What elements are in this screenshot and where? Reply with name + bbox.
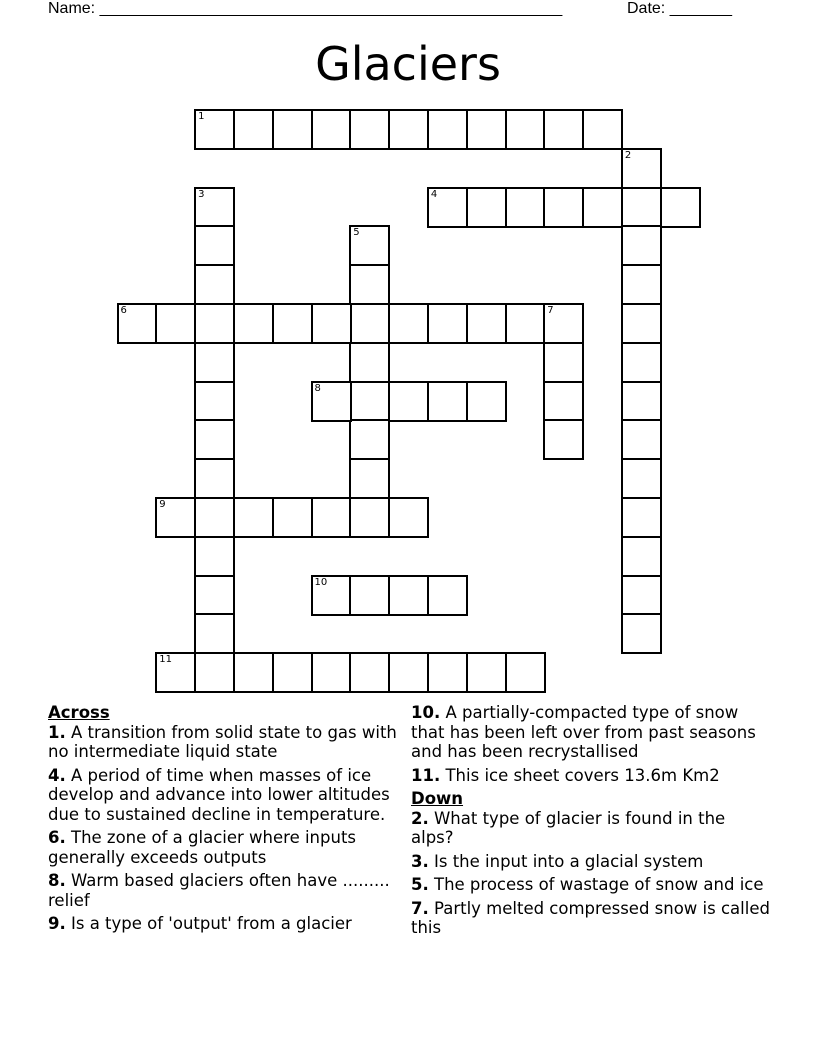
down-heading: Down xyxy=(411,789,464,808)
clue-text: Is a type of 'output' from a glacier xyxy=(65,914,352,933)
clue-down-5 xyxy=(411,875,771,895)
clue-number: 5. xyxy=(411,875,429,894)
grid-cell[interactable] xyxy=(388,575,429,616)
name-field-label[interactable]: Name: ____________________________________________________ xyxy=(48,0,563,17)
grid-cell[interactable] xyxy=(349,109,390,150)
grid-cell[interactable] xyxy=(466,381,507,422)
cell-number: 4 xyxy=(430,188,438,200)
grid-cell[interactable] xyxy=(621,613,662,654)
grid-cell[interactable] xyxy=(543,342,584,383)
grid-cell[interactable] xyxy=(233,652,274,693)
clue-number: 9. xyxy=(48,914,66,933)
grid-cell[interactable] xyxy=(582,187,623,228)
across-heading: Across xyxy=(48,703,110,722)
grid-cell[interactable] xyxy=(388,381,429,422)
clue-number: 10. xyxy=(411,703,441,722)
clue-number: 1. xyxy=(48,722,66,742)
grid-cell[interactable] xyxy=(427,109,468,150)
grid-cell[interactable] xyxy=(311,652,352,693)
clue-down-2 xyxy=(411,809,771,848)
clue-number: 11. xyxy=(411,765,441,785)
grid-cell[interactable] xyxy=(194,575,235,616)
grid-cell[interactable] xyxy=(233,303,274,344)
grid-cell[interactable] xyxy=(194,458,235,499)
grid-cell[interactable] xyxy=(621,303,662,344)
grid-cell[interactable] xyxy=(388,497,429,538)
page-title: Glaciers xyxy=(315,37,501,91)
grid-cell[interactable] xyxy=(311,381,352,422)
cell-number: 5 xyxy=(353,227,360,239)
grid-cell[interactable] xyxy=(349,381,390,422)
grid-cell[interactable] xyxy=(543,187,584,228)
grid-cell[interactable] xyxy=(349,419,390,460)
grid-cell[interactable] xyxy=(349,575,390,616)
clue-across-1 xyxy=(48,723,398,762)
grid-cell[interactable] xyxy=(505,109,546,150)
clue-across-8 xyxy=(48,871,398,910)
grid-cell[interactable] xyxy=(349,497,390,538)
grid-cell[interactable] xyxy=(427,652,468,693)
grid-cell[interactable] xyxy=(194,303,235,344)
clue-text: A partially-compacted type of snow that has been left over from past seasons and has been recrystallised xyxy=(411,703,756,761)
grid-cell[interactable] xyxy=(660,187,701,228)
cell-number: 7 xyxy=(547,305,554,316)
grid-cell[interactable] xyxy=(194,381,235,422)
clue-number: 8. xyxy=(48,871,66,890)
grid-cell[interactable] xyxy=(311,303,352,344)
clue-across-6 xyxy=(48,828,398,867)
clue-text: A transition from solid state to gas with no intermediate liquid state xyxy=(48,722,397,761)
clue-down-7 xyxy=(411,899,771,938)
grid-cell[interactable] xyxy=(155,497,196,538)
grid-cell[interactable] xyxy=(621,264,662,305)
grid-cell[interactable] xyxy=(543,109,584,150)
cell-number: 2 xyxy=(624,149,632,161)
clue-text: Partly melted compressed snow is called this xyxy=(411,898,770,937)
grid-cell[interactable] xyxy=(272,303,313,344)
grid-cell[interactable] xyxy=(349,264,390,305)
grid-cell[interactable] xyxy=(349,342,390,383)
clue-number: 3. xyxy=(411,851,429,871)
grid-cell[interactable] xyxy=(194,342,235,383)
grid-cell[interactable] xyxy=(427,187,468,228)
cell-number: 8 xyxy=(314,382,321,394)
grid-cell[interactable] xyxy=(427,575,468,616)
clue-across-10 xyxy=(411,703,771,762)
grid-cell[interactable] xyxy=(349,225,390,266)
cell-number: 6 xyxy=(120,305,127,316)
cell-number: 9 xyxy=(159,499,166,510)
grid-cell[interactable] xyxy=(194,652,235,693)
grid-cell[interactable] xyxy=(543,303,584,344)
grid-cell[interactable] xyxy=(621,342,662,383)
grid-cell[interactable] xyxy=(621,575,662,616)
grid-cell[interactable] xyxy=(349,458,390,499)
grid-cell[interactable] xyxy=(543,381,584,422)
clue-down-3 xyxy=(411,852,771,872)
clue-text: The zone of a glacier where inputs generally exceeds outputs xyxy=(48,828,357,867)
grid-cell[interactable] xyxy=(466,109,507,150)
grid-cell[interactable] xyxy=(388,109,429,150)
grid-cell[interactable] xyxy=(311,109,352,150)
grid-cell[interactable] xyxy=(233,109,274,150)
clue-across-9 xyxy=(48,914,398,934)
grid-cell[interactable] xyxy=(466,187,507,228)
cell-number: 1 xyxy=(198,111,205,122)
cell-number: 3 xyxy=(198,188,205,200)
clue-number: 4. xyxy=(48,765,66,785)
clue-across-11 xyxy=(411,766,771,786)
grid-cell[interactable] xyxy=(272,109,313,150)
grid-cell[interactable] xyxy=(155,652,196,693)
clue-text: Warm based glaciers often have ......... relief xyxy=(48,871,390,910)
clue-text: The process of wastage of snow and ice xyxy=(428,875,764,894)
grid-cell[interactable] xyxy=(621,225,662,266)
grid-cell[interactable] xyxy=(155,303,196,344)
clue-number: 2. xyxy=(411,808,429,828)
grid-cell[interactable] xyxy=(194,109,235,150)
grid-cell[interactable] xyxy=(194,613,235,654)
grid-cell[interactable] xyxy=(621,148,662,189)
grid-cell[interactable] xyxy=(388,652,429,693)
grid-cell[interactable] xyxy=(194,497,235,538)
grid-cell[interactable] xyxy=(117,303,158,344)
grid-cell[interactable] xyxy=(194,225,235,266)
grid-cell[interactable] xyxy=(388,303,429,344)
grid-cell[interactable] xyxy=(311,575,352,616)
grid-cell[interactable] xyxy=(466,303,507,344)
grid-cell[interactable] xyxy=(194,187,235,228)
grid-cell[interactable] xyxy=(311,497,352,538)
grid-cell[interactable] xyxy=(621,381,662,422)
clue-across-4 xyxy=(48,766,398,825)
grid-cell[interactable] xyxy=(427,303,468,344)
grid-cell[interactable] xyxy=(466,652,507,693)
clue-text: A period of time when masses of ice develop and advance into lower altitudes due to sustained decline in temperature. xyxy=(48,765,390,824)
grid-cell[interactable] xyxy=(621,187,662,228)
grid-cell[interactable] xyxy=(427,381,468,422)
grid-cell[interactable] xyxy=(621,458,662,499)
clue-text: Is the input into a glacial system xyxy=(428,851,704,871)
clue-text: What type of glacier is found in the alps? xyxy=(411,808,726,847)
grid-cell[interactable] xyxy=(272,497,313,538)
grid-cell[interactable] xyxy=(194,536,235,577)
grid-cell[interactable] xyxy=(621,536,662,577)
grid-cell[interactable] xyxy=(505,303,546,344)
date-field-label[interactable]: Date: _______ xyxy=(627,0,732,17)
clue-number: 6. xyxy=(48,828,66,847)
grid-cell[interactable] xyxy=(582,109,623,150)
grid-cell[interactable] xyxy=(194,264,235,305)
clue-text: This ice sheet covers 13.6m Km2 xyxy=(440,765,720,785)
clues-column-right xyxy=(411,703,771,942)
grid-cell[interactable] xyxy=(505,187,546,228)
cell-number: 10 xyxy=(314,576,328,588)
grid-cell[interactable] xyxy=(349,303,390,344)
grid-cell[interactable] xyxy=(505,652,546,693)
clue-number: 7. xyxy=(411,898,429,918)
grid-cell[interactable] xyxy=(621,419,662,460)
grid-cell[interactable] xyxy=(621,497,662,538)
grid-cell[interactable] xyxy=(233,497,274,538)
grid-cell[interactable] xyxy=(543,419,584,460)
clues-column-left xyxy=(48,703,398,938)
grid-cell[interactable] xyxy=(194,419,235,460)
grid-cell[interactable] xyxy=(349,652,390,693)
cell-number: 11 xyxy=(159,654,173,666)
grid-cell[interactable] xyxy=(272,652,313,693)
